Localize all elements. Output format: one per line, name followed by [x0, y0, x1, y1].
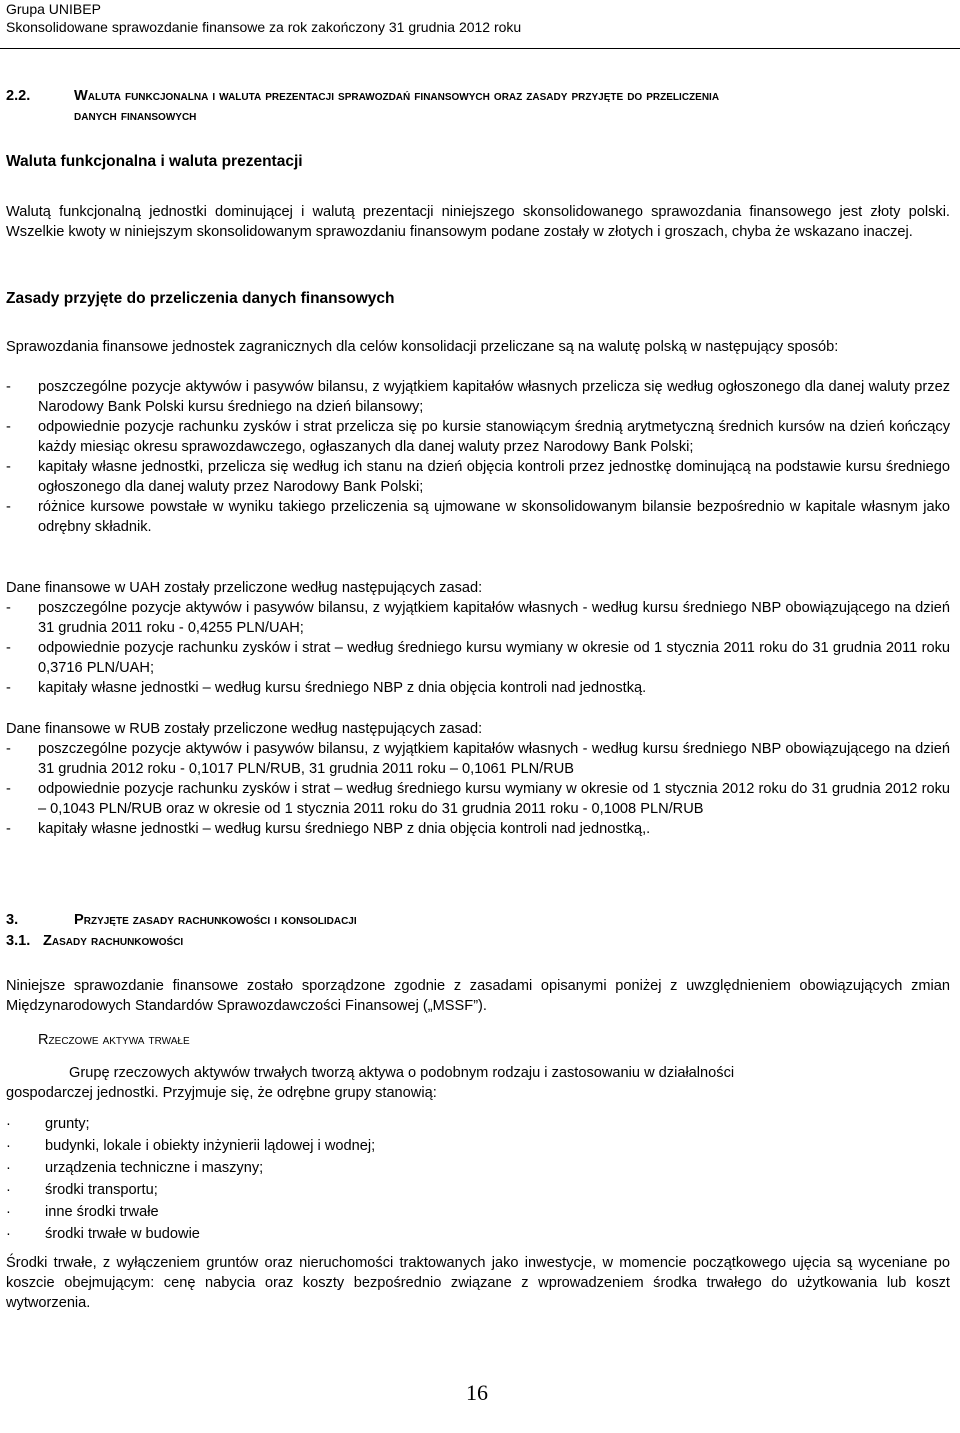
paragraph-functional-currency: Walutą funkcjonalną jednostki dominującej i walutą prezentacji niniejszego skonsolidowanego sprawozdania finansowego jest złoty polski. Wszelkie kwoty w niniejszym skonsolidowanym sprawozdaniu finansowym podane zostały w złotych i groszach, chyba że wskazano inaczej.: [6, 204, 950, 240]
header-divider: [0, 48, 960, 49]
list-item: · środki trwałe w budowie: [6, 1223, 606, 1245]
list-item: - poszczególne pozycje aktywów i pasywów bilansu, z wyjątkiem kapitałów własnych - według kursu średniego NBP obowiązującego na dzień 31 grudnia 2011 roku - 0,4255 PLN/UAH;: [6, 600, 950, 636]
rub-rules-list: [6, 739, 950, 839]
section-number-2-2: 2.2.: [6, 88, 31, 104]
dash-marker: -: [6, 640, 11, 656]
bullet-marker: ·: [6, 1204, 11, 1220]
header-report-title: Skonsolidowane sprawozdanie finansowe za rok zakończony 31 grudnia 2012 roku: [6, 19, 522, 35]
uah-rules-list: [6, 598, 950, 698]
list-item: · inne środki trwałe: [6, 1201, 606, 1223]
section-number-3-1: 3.1.: [6, 933, 31, 949]
subheading-functional-currency: Waluta funkcjonalna i waluta prezentacji: [6, 153, 303, 170]
paragraph-accounting-basis: Niniejsze sprawozdanie finansowe zostało sporządzone zgodnie z zasadami opisanymi poniżej z uwzględnieniem obowiązujących zmian Międzynarodowych Standardów Sprawozdawczości Finansowej („MSSF”).: [6, 978, 950, 1014]
dash-marker: -: [6, 499, 11, 515]
list-item: · urządzenia techniczne i maszyny;: [6, 1157, 606, 1179]
paragraph-fixed-assets-valuation: Środki trwałe, z wyłączeniem gruntów oraz nieruchomości traktowanych jako inwestycje, w momencie początkowego ujęcia są wyceniane po koszcie obejmującym: cenę nabycia oraz koszty bezpośrednio związane z wprowadzeniem środka trwałego do użytkowania lub koszt wytworzenia.: [6, 1255, 950, 1311]
dash-marker: -: [6, 821, 11, 837]
section-number-3: 3.: [6, 912, 19, 928]
paragraph-uah-intro: Dane finansowe w UAH zostały przeliczone według następujących zasad:: [6, 580, 483, 596]
list-item: · grunty;: [6, 1113, 606, 1135]
translation-rules-list: [6, 377, 950, 537]
dash-marker: -: [6, 379, 11, 395]
list-item: - odpowiednie pozycje rachunku zysków i strat przelicza się po kursie stanowiącym średnią arytmetyczną średnich kursów na dzień kończący każdy miesiąc okresu sprawozdawczego, ogłaszanych dla danej waluty przez Narodowy Bank Polski;: [6, 419, 950, 455]
dash-marker: -: [6, 741, 11, 757]
paragraph-rub-intro: Dane finansowe w RUB zostały przeliczone według następujących zasad:: [6, 721, 483, 737]
dash-marker: -: [6, 781, 11, 797]
dash-marker: -: [6, 600, 11, 616]
list-item: - różnice kursowe powstałe w wyniku takiego przeliczenia są ujmowane w skonsolidowanym bilansie bezpośrednio w kapitale własnym jako odrębny składnik.: [6, 499, 950, 535]
list-item: · środki transportu;: [6, 1179, 606, 1201]
list-item: - kapitały własne jednostki – według kursu średniego NBP z dnia objęcia kontroli nad jednostką,.: [6, 821, 651, 837]
dash-marker: -: [6, 459, 11, 475]
dash-marker: -: [6, 419, 11, 435]
section-title-line2: danych finansowych: [74, 108, 197, 124]
list-item: · budynki, lokale i obiekty inżynierii lądowej i wodnej;: [6, 1135, 606, 1157]
list-item: - kapitały własne jednostki – według kursu średniego NBP z dnia objęcia kontroli nad jednostką.: [6, 680, 647, 696]
list-item: - odpowiednie pozycje rachunku zysków i strat – według średniego kursu wymiany w okresie od 1 stycznia 2011 roku do 31 grudnia 2011 roku 0,3716 PLN/UAH;: [6, 640, 950, 676]
list-item: - odpowiednie pozycje rachunku zysków i strat – według średniego kursu wymiany w okresie od 1 stycznia 2012 roku do 31 grudnia 2012 roku – 0,1043 PLN/RUB oraz w okresie od 1 stycznia 2011 roku do 31 grudnia 2011 roku - 0,1008 PLN/RUB: [6, 781, 950, 817]
page-number: 16: [466, 1380, 488, 1405]
list-item: - poszczególne pozycje aktywów i pasywów bilansu, z wyjątkiem kapitałów własnych - według kursu średniego NBP obowiązującego na dzień 31 grudnia 2012 roku - 0,1017 PLN/RUB, 31 grudnia 2011 roku – 0,1061 PLN/RUB: [6, 741, 950, 777]
section-title-3-1: Zasady rachunkowości: [43, 933, 184, 949]
paragraph-translation-intro: Sprawozdania finansowe jednostek zagranicznych dla celów konsolidacji przeliczane są na walutę polską w następujący sposób:: [6, 339, 839, 355]
bullet-marker: ·: [6, 1182, 11, 1198]
bullet-marker: ·: [6, 1138, 11, 1154]
bullet-marker: ·: [6, 1226, 11, 1242]
paragraph-fixed-assets-line1: Grupę rzeczowych aktywów trwałych tworzą aktywa o podobnym rodzaju i zastosowaniu w działalności: [69, 1065, 735, 1081]
heading-fixed-assets: Rzeczowe aktywa trwałe: [38, 1032, 190, 1048]
page-header: [6, 0, 521, 36]
list-item: - kapitały własne jednostki, przelicza się według ich stanu na dzień objęcia kontroli przez jednostkę dominującą na podstawie kursu średniego ogłoszonego dla danej waluty przez Narodowy Bank Polski;: [6, 459, 950, 495]
header-company: Grupa UNIBEP: [6, 1, 101, 17]
bullet-marker: ·: [6, 1160, 11, 1176]
fixed-asset-groups-list: [6, 1113, 606, 1245]
section-title-3: Przyjęte zasady rachunkowości i konsolidacji: [74, 912, 357, 928]
dash-marker: -: [6, 680, 11, 696]
paragraph-fixed-assets-line2: gospodarczej jednostki. Przyjmuje się, że odrębne grupy stanowią:: [6, 1085, 437, 1101]
subheading-translation-rules: Zasady przyjęte do przeliczenia danych finansowych: [6, 290, 395, 307]
section-title-line1: Waluta funkcjonalna i waluta prezentacji sprawozdań finansowych oraz zasady przyjęte do przeliczenia: [74, 88, 720, 104]
bullet-marker: ·: [6, 1116, 11, 1132]
list-item: - poszczególne pozycje aktywów i pasywów bilansu, z wyjątkiem kapitałów własnych przelicza się według ogłoszonego dla danej waluty przez Narodowy Bank Polski kursu średniego na dzień bilansowy;: [6, 379, 950, 415]
